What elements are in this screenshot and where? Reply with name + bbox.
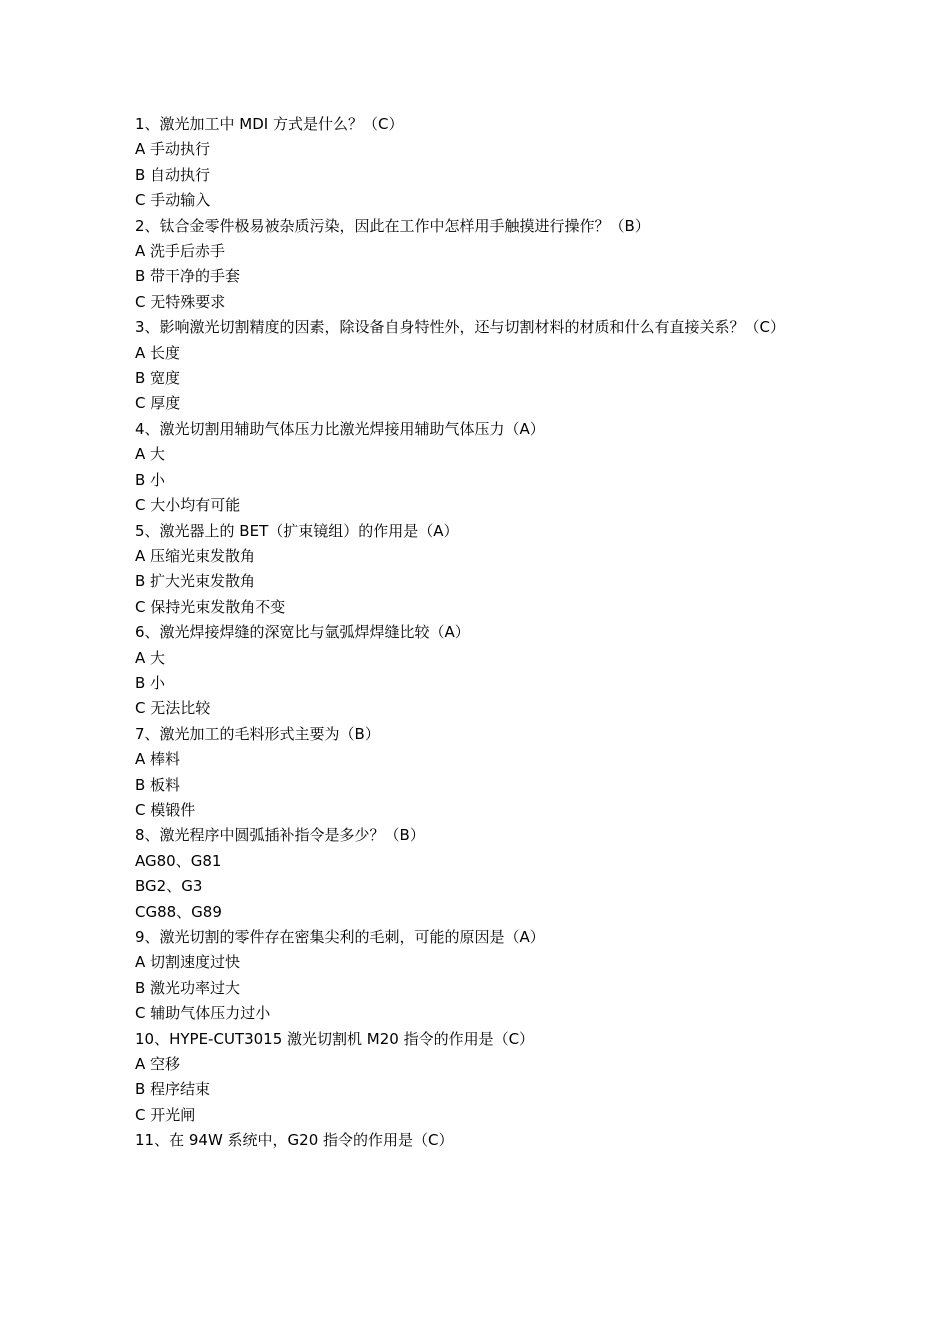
- question-3-option-c: C 厚度: [135, 394, 181, 413]
- question-9-option-c: C 辅助气体压力过小: [135, 1004, 271, 1023]
- question-4-option-b: B 小: [135, 470, 166, 489]
- question-8-option-b: BG2、G3: [135, 877, 203, 896]
- question-10: 10、HYPE-CUT3015 激光切割机 M20 指令的作用是（C）: [135, 1029, 535, 1048]
- question-6-option-b: B 小: [135, 673, 166, 692]
- question-8: 8、激光程序中圆弧插补指令是多少？（B）: [135, 826, 425, 845]
- question-7-option-a: A 棒料: [135, 750, 181, 769]
- question-3-option-b: B 宽度: [135, 369, 181, 388]
- question-1-option-b: B 自动执行: [135, 165, 211, 184]
- question-1-option-c: C 手动输入: [135, 191, 211, 210]
- question-9: 9、激光切割的零件存在密集尖利的毛刺，可能的原因是（A）: [135, 928, 545, 946]
- question-7: 7、激光加工的毛料形式主要为（B）: [135, 724, 380, 743]
- question-4: 4、激光切割用辅助气体压力比激光焊接用辅助气体压力（A）: [135, 419, 545, 438]
- question-3: 3、影响激光切割精度的因素，除设备自身特性外，还与切割材料的材质和什么有直接关系？（C）: [135, 318, 786, 337]
- question-6-option-a: A 大: [135, 648, 166, 667]
- document-body: [135, 112, 835, 1154]
- question-1-option-a: A 手动执行: [135, 140, 211, 159]
- question-6: 6、激光焊接焊缝的深宽比与氩弧焊焊缝比较（A）: [135, 623, 470, 642]
- question-7-option-c: C 模锻件: [135, 800, 196, 819]
- question-9-option-a: A 切割速度过快: [135, 953, 241, 972]
- question-10-option-b: B 程序结束: [135, 1080, 211, 1099]
- question-2-option-a: A 洗手后赤手: [135, 242, 226, 261]
- question-3-option-a: A 长度: [135, 343, 181, 362]
- question-5-option-a: A 压缩光束发散角: [135, 546, 256, 565]
- question-8-option-a: AG80、G81: [135, 851, 222, 870]
- question-11: 11、在 94W 系统中，G20 指令的作用是（C）: [135, 1131, 454, 1150]
- question-5: 5、激光器上的 BET（扩束镜组）的作用是（A）: [135, 521, 459, 540]
- question-7-option-b: B 板料: [135, 775, 181, 794]
- question-2: 2、钛合金零件极易被杂质污染，因此在工作中怎样用手触摸进行操作？（B）: [135, 216, 650, 235]
- question-8-option-c: CG88、G89: [135, 902, 222, 921]
- question-6-option-c: C 无法比较: [135, 699, 211, 718]
- question-2-option-b: B 带干净的手套: [135, 267, 241, 286]
- question-2-option-c: C 无特殊要求: [135, 292, 226, 311]
- question-5-option-c: C 保持光束发散角不变: [135, 597, 286, 616]
- question-4-option-c: C 大小均有可能: [135, 496, 241, 515]
- question-1: 1、激光加工中 MDI 方式是什么？（C）: [135, 115, 404, 133]
- question-4-option-a: A 大: [135, 445, 166, 464]
- question-5-option-b: B 扩大光束发散角: [135, 572, 256, 591]
- question-10-option-c: C 开光闸: [135, 1105, 196, 1124]
- question-10-option-a: A 空移: [135, 1055, 181, 1074]
- question-9-option-b: B 激光功率过大: [135, 978, 241, 997]
